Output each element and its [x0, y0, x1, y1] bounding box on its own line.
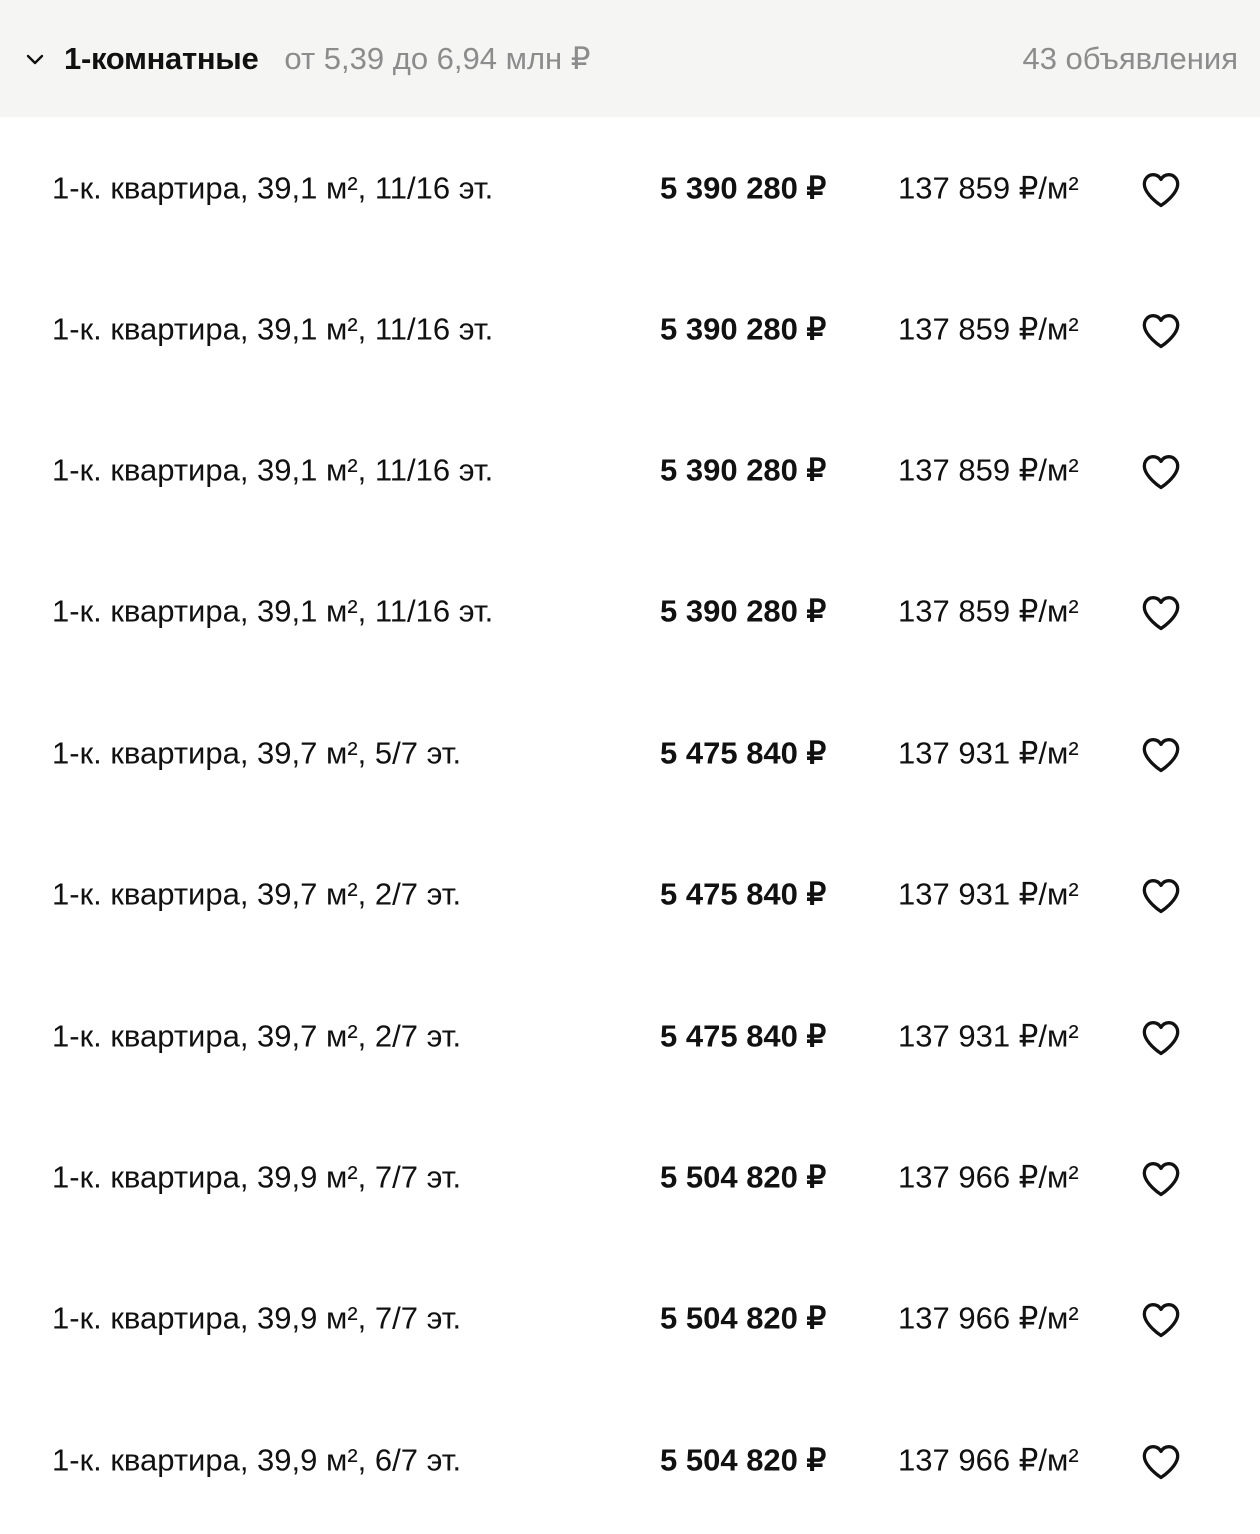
- listing-price-per-m2: 137 859 ₽/м²: [898, 311, 1079, 347]
- listing-price-per-m2: 137 966 ₽/м²: [898, 1442, 1079, 1478]
- heart-icon[interactable]: [1140, 451, 1182, 493]
- listing-row[interactable]: [0, 399, 1260, 540]
- group-title: 1-комнатные: [64, 40, 259, 76]
- listing-row[interactable]: [0, 965, 1260, 1106]
- listing-list: [0, 117, 1260, 1531]
- heart-icon[interactable]: [1140, 1440, 1182, 1482]
- listing-row[interactable]: [0, 1106, 1260, 1247]
- listing-title[interactable]: 1-к. квартира, 39,7 м², 2/7 эт.: [52, 876, 462, 912]
- listing-price-per-m2: 137 931 ₽/м²: [898, 1018, 1079, 1054]
- heart-icon[interactable]: [1140, 1299, 1182, 1341]
- listing-price: 5 504 820 ₽: [660, 1300, 827, 1336]
- heart-icon[interactable]: [1140, 309, 1182, 351]
- listing-price-per-m2: 137 859 ₽/м²: [898, 170, 1079, 205]
- listing-price-per-m2: 137 966 ₽/м²: [898, 1159, 1079, 1195]
- heart-icon[interactable]: [1140, 592, 1182, 634]
- listing-price: 5 475 840 ₽: [660, 1018, 827, 1054]
- listing-price-per-m2: 137 859 ₽/м²: [898, 452, 1079, 488]
- listing-title[interactable]: 1-к. квартира, 39,1 м², 11/16 эт.: [52, 311, 494, 347]
- group-price-range: от 5,39 до 6,94 млн ₽: [284, 40, 591, 76]
- listing-price: 5 390 280 ₽: [660, 452, 827, 488]
- listing-title[interactable]: 1-к. квартира, 39,1 м², 11/16 эт.: [52, 593, 494, 629]
- listing-price: 5 504 820 ₽: [660, 1159, 827, 1195]
- listing-title[interactable]: 1-к. квартира, 39,1 м², 11/16 эт.: [52, 452, 494, 488]
- listing-title[interactable]: 1-к. квартира, 39,9 м², 7/7 эт.: [52, 1159, 462, 1195]
- listing-price: 5 390 280 ₽: [660, 170, 827, 205]
- listing-title[interactable]: 1-к. квартира, 39,9 м², 6/7 эт.: [52, 1442, 462, 1478]
- listing-price: 5 475 840 ₽: [660, 876, 827, 912]
- listing-price-per-m2: 137 931 ₽/м²: [898, 735, 1079, 771]
- heart-icon[interactable]: [1140, 734, 1182, 776]
- listing-price-per-m2: 137 859 ₽/м²: [898, 593, 1079, 629]
- group-header-toggle[interactable]: [0, 0, 1260, 117]
- listing-row[interactable]: [0, 117, 1260, 258]
- heart-icon[interactable]: [1140, 875, 1182, 917]
- listing-price-per-m2: 137 966 ₽/м²: [898, 1300, 1079, 1336]
- listing-price: 5 390 280 ₽: [660, 311, 827, 347]
- listing-title[interactable]: 1-к. квартира, 39,9 м², 7/7 эт.: [52, 1300, 462, 1336]
- heart-icon[interactable]: [1140, 1158, 1182, 1200]
- listing-price-per-m2: 137 931 ₽/м²: [898, 876, 1079, 912]
- heart-icon[interactable]: [1140, 168, 1182, 210]
- listing-title[interactable]: 1-к. квартира, 39,1 м², 11/16 эт.: [52, 170, 494, 205]
- listing-row[interactable]: [0, 258, 1260, 399]
- listing-title[interactable]: 1-к. квартира, 39,7 м², 5/7 эт.: [52, 735, 462, 771]
- listing-price: 5 504 820 ₽: [660, 1442, 827, 1478]
- listing-price: 5 475 840 ₽: [660, 735, 827, 771]
- group-listing-count: 43 объявления: [1022, 40, 1238, 76]
- listing-row[interactable]: [0, 1248, 1260, 1389]
- listing-row[interactable]: [0, 824, 1260, 965]
- heart-icon[interactable]: [1140, 1016, 1182, 1058]
- listing-title[interactable]: 1-к. квартира, 39,7 м², 2/7 эт.: [52, 1018, 462, 1054]
- listing-row[interactable]: [0, 682, 1260, 823]
- chevron-down-icon[interactable]: [22, 46, 48, 72]
- listing-row[interactable]: [0, 541, 1260, 682]
- listing-row[interactable]: [0, 1389, 1260, 1530]
- listing-price: 5 390 280 ₽: [660, 593, 827, 629]
